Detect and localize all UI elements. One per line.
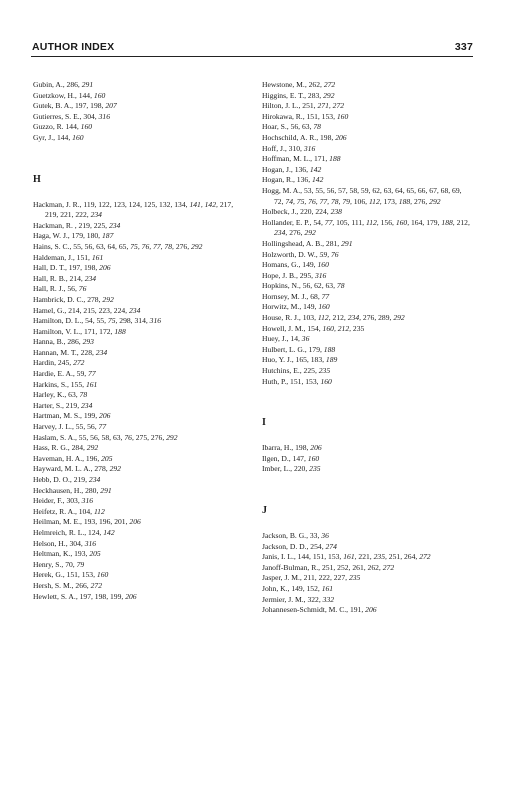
index-entry: Jasper, J. M., 211, 222, 227, 235	[262, 573, 361, 583]
index-entry: Howell, J. M., 154, 160, 212, 235	[262, 323, 365, 333]
index-entry: Hollingshead, A. B., 281, 291	[262, 238, 353, 248]
index-entry: Hewstone, M., 262, 272	[262, 80, 336, 89]
index-entry: Hannan, M. T., 228, 234	[33, 347, 108, 357]
running-header	[31, 40, 473, 57]
running-head-title: AUTHOR INDEX	[32, 41, 115, 53]
index-entry: Ilgen, D., 147, 160	[262, 453, 320, 463]
index-entry: Hains, S. C., 55, 56, 63, 64, 65, 75, 76, 77, 78, 276, 292	[33, 241, 203, 251]
index-column-right	[262, 80, 470, 616]
index-entry: Homans, G., 149, 160	[262, 260, 329, 270]
index-entry: Hall, R. B., 214, 234	[33, 273, 97, 283]
index-entry: Heifetz, R. A., 104, 112	[33, 506, 105, 516]
index-entry: Hewlett, S. A., 197, 198, 199, 206	[33, 591, 137, 601]
index-entry: Hulbert, L. G., 179, 188	[262, 344, 336, 354]
index-entry: Hamilton, D. L., 54, 55, 75, 298, 314, 316	[33, 316, 162, 326]
index-entry: Haga, W. J., 179, 180, 187	[33, 231, 114, 241]
index-entry: Hilton, J. L., 251, 271, 272	[262, 101, 345, 111]
index-entry: Haslam, S. A., 55, 56, 58, 63, 76, 275, 276, 292	[33, 432, 178, 442]
index-entry: Hoar, S., 56, 63, 78	[262, 122, 321, 132]
index-entry: Hochschild, A. R., 198, 206	[262, 132, 347, 142]
index-entry: Hall, R. J., 56, 76	[33, 284, 87, 294]
index-column-left	[33, 80, 241, 602]
index-entry: Gyr, J., 144, 160	[33, 132, 84, 142]
index-entry: Hirokawa, R., 151, 153, 160	[262, 111, 349, 121]
index-entry: Hutchins, E., 225, 235	[262, 366, 331, 376]
index-entry: Heckhausen, H., 280, 291	[33, 485, 112, 495]
index-entry: Helmreich, R. L., 124, 142	[33, 527, 115, 537]
index-entry: Hopkins, N., 56, 62, 63, 78	[262, 281, 345, 291]
index-entry: Huo, Y. J., 165, 183, 189	[262, 355, 338, 365]
index-entry: Hoffman, M. L., 171, 188	[262, 154, 341, 164]
index-entry: Hayward, M. L. A., 278, 292	[33, 464, 121, 474]
index-entry: Hardie, E. A., 59, 77	[33, 369, 96, 379]
index-entry: Huey, J., 14, 36	[262, 334, 310, 344]
index-entry: Herek, G., 151, 153, 160	[33, 570, 109, 580]
index-entry: Henry, S., 70, 79	[33, 559, 85, 569]
index-entry: Johannesen-Schmidt, M. C., 191, 206	[262, 605, 377, 615]
index-entry: Haldeman, J., 151, 161	[33, 252, 104, 262]
index-entry: Helson, H., 304, 316	[33, 538, 97, 548]
index-entry: Hogan, J., 136, 142	[262, 164, 322, 174]
index-entry: Jackson, B. G., 33, 36	[262, 531, 329, 540]
index-entry: Hollander, E. P., 54, 77, 105, 111, 112, 156, 160, 164, 179, 188, 212, 234, 276, 292	[262, 217, 470, 238]
index-entry: House, R. J., 103, 112, 212, 234, 276, 289, 292	[262, 313, 405, 323]
index-entry: Hambrick, D. C., 278, 292	[33, 294, 114, 304]
index-entry: Huth, P., 151, 153, 160	[262, 376, 332, 386]
index-entry: Haveman, H. A., 196, 205	[33, 453, 113, 463]
index-entry: Hackman, J. R., 119, 122, 123, 124, 125, 132, 134, 141, 142, 217, 219, 221, 222, 234	[33, 199, 234, 220]
index-entry: Hanna, B., 286, 293	[33, 337, 94, 347]
index-entry: Heltman, K., 193, 205	[33, 549, 101, 559]
index-entry: Hackman, R. , 219, 225, 234	[33, 220, 121, 230]
index-entry: Hardin, 245, 272	[33, 358, 85, 368]
index-entry: Hass, R. G., 284, 292	[33, 443, 99, 453]
index-entry: Hersh, S. M., 266, 272	[33, 580, 102, 590]
index-entry: Heider, F., 303, 316	[33, 496, 94, 506]
index-entry: Harkins, S., 155, 161	[33, 379, 98, 389]
index-entry: Hope, J. B., 295, 316	[262, 270, 327, 280]
index-entry: Holzworth, D. W., 59, 76	[262, 249, 339, 259]
index-entry: Janis, I. L., 144, 151, 153, 161, 221, 235, 251, 264, 272	[262, 552, 431, 562]
index-entry: Hogan, R., 136, 142	[262, 175, 324, 185]
index-entry: Hebb, D. O., 219, 234	[33, 475, 101, 484]
index-entry: Janoff-Bulman, R., 251, 252, 261, 262, 272	[262, 562, 395, 572]
section-letter: I	[262, 417, 266, 429]
index-entry: Imber, L., 220, 235	[262, 464, 321, 474]
index-entry: Hornsey, M. J., 68, 77	[262, 291, 330, 301]
index-entry: Harley, K., 63, 78	[33, 390, 88, 400]
index-entry: Heilman, M. E., 193, 196, 201, 206	[33, 517, 141, 527]
index-entry: Guzzo, R. 144, 160	[33, 122, 93, 132]
index-entry: Hogg, M. A., 53, 55, 56, 57, 58, 59, 62, 63, 64, 65, 66, 67, 68, 69, 72, 74, 75, 76, 77, 78, 79, 106, 112, 173, 188, 276, 292	[262, 185, 462, 206]
section-letter: J	[262, 505, 267, 516]
section-letter: H	[33, 173, 41, 185]
index-entry: Ibarra, H., 198, 206	[262, 443, 322, 453]
section-gap	[262, 387, 470, 417]
index-entry: Gutierres, S. E., 304, 316	[33, 111, 110, 121]
index-entry: Hoff, J., 310, 316	[262, 143, 316, 153]
index-entry: Gutek, B. A., 197, 198, 207	[33, 101, 117, 111]
index-entry: Jermier, J. M., 322, 332	[262, 594, 335, 604]
section-gap	[262, 475, 470, 505]
page-number: 337	[454, 41, 473, 53]
index-entry: Jackson, D. D., 254, 274	[262, 541, 337, 551]
index-entry: Guetzkow, H., 144, 160	[33, 90, 106, 100]
index-entry: Holbeck, J., 220, 224, 238	[262, 207, 342, 217]
index-entry: Horwitz, M., 149, 160	[262, 302, 330, 312]
index-entry: Higgins, E. T., 283, 292	[262, 90, 335, 100]
index-entry: Gubin, A., 286, 291	[33, 80, 94, 89]
index-entry: Hartman, M. S., 199, 206	[33, 411, 111, 421]
index-entry: Hall, D. T., 197, 198, 206	[33, 263, 111, 273]
index-entry: Hamilton, V. L., 171, 172, 188	[33, 326, 126, 336]
index-entry: Hamel, G., 214, 215, 223, 224, 234	[33, 305, 141, 315]
index-entry: Harter, S., 219, 234	[33, 400, 93, 410]
index-entry: John, K., 149, 152, 161	[262, 583, 334, 593]
index-entry: Harvey, J. L., 55, 56, 77	[33, 422, 107, 432]
section-gap	[33, 144, 241, 174]
